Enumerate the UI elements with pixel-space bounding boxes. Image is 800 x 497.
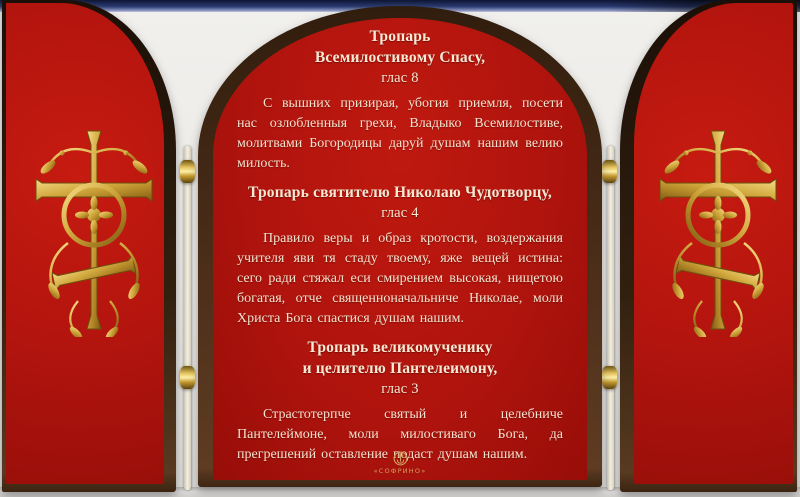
hinge-knuckle-bottom — [602, 366, 617, 389]
prayer-text-column — [237, 26, 563, 465]
troparion-title-line: Всемилостивому Спасу, — [314, 49, 486, 66]
troparion-title-line: Тропарь — [369, 28, 431, 45]
troparion-title-line: Тропарь святителю Николаю Чудотворцу, — [248, 184, 552, 201]
hinge-pin-rod — [607, 146, 614, 490]
troparion-title — [237, 337, 563, 400]
hinge-pin-rod — [184, 146, 191, 490]
hinge-knuckle-bottom — [180, 366, 195, 389]
left-door-panel — [2, 0, 176, 492]
troparion-title — [237, 26, 563, 89]
troparion-title-line: и целителю Пантелеимону, — [302, 360, 498, 377]
ornate-gold-cross-icon — [28, 123, 160, 337]
maker-mark — [213, 451, 587, 475]
ornate-gold-cross-icon — [652, 123, 784, 337]
troparion-section-st-panteleimon — [237, 337, 563, 465]
left-hinge-gap — [177, 146, 199, 490]
hinge-knuckle-top — [180, 160, 195, 183]
center-panel-face — [213, 18, 587, 480]
troparion-title-line: Тропарь великомученику — [307, 339, 493, 356]
troparion-tone: глас 8 — [381, 70, 419, 86]
troparion-body: Страстотерпче святый и целебниче Пантелеймоне, моли милостиваго Бога, да прегрешений оставление подаст душам нашим. — [237, 407, 563, 462]
right-door-panel — [620, 0, 797, 492]
anchor-cross-in-circle-icon — [393, 451, 408, 466]
troparion-tone: глас 3 — [381, 381, 419, 397]
center-panel — [198, 6, 602, 487]
troparion-section-merciful-saviour — [237, 26, 563, 174]
right-hinge-gap — [601, 146, 621, 490]
troparion-title — [237, 182, 563, 224]
troparion-body: Правило веры и образ кротости, воздержания учителя яви тя стаду твоему, яже вещей истина: сего ради стяжал еси смирением высокая, нищетою богатая, отче священноначальниче Николае, моли Христа Бога спастися душам нашим. — [237, 231, 563, 326]
left-door-face — [6, 3, 164, 484]
troparion-body: С вышних призирая, убогия приемля, посети нас озлобленныя грехи, Владыко Всемилостиве, молитвами Богородицы даруй душам нашим велию милость. — [237, 96, 563, 171]
troparion-section-st-nicholas — [237, 182, 563, 329]
troparion-tone: глас 4 — [381, 205, 419, 221]
maker-mark-label: «СОФРИНО» — [373, 467, 427, 475]
right-door-face — [634, 3, 793, 484]
hinge-knuckle-top — [602, 160, 617, 183]
